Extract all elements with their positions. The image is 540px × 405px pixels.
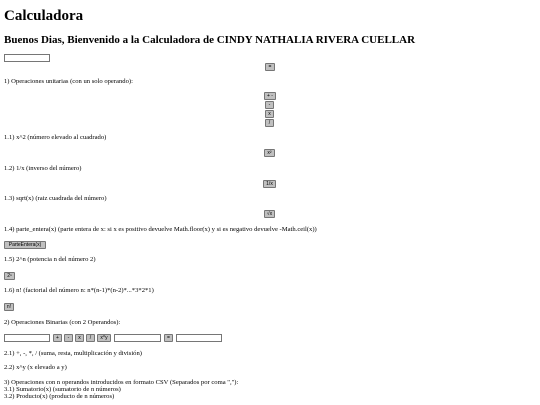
main-display-input[interactable] xyxy=(4,54,50,62)
section-sumatorio: 3.1) Sumatorio(x) (sumatorio de n números) xyxy=(4,386,121,393)
binary-divide-button[interactable]: / xyxy=(86,334,95,342)
section-potencia: 2.2) x^y (x elevado a y) xyxy=(4,364,67,371)
minus-button[interactable]: - xyxy=(265,101,274,109)
section-potencia2: 1.5) 2^n (potencia n del número 2) xyxy=(4,256,96,263)
section-csv: 3) Operaciones con n operandos introducidos en formato CSV (Separados por coma ","): xyxy=(4,379,239,386)
operand-b-input[interactable] xyxy=(114,334,161,342)
two-pow-n-button[interactable]: 2ⁿ xyxy=(4,272,15,280)
operand-a-input[interactable] xyxy=(4,334,50,342)
binary-equals-button[interactable]: = xyxy=(164,334,173,342)
section-raiz: 1.3) sqrt(x) (raiz cuadrada del número) xyxy=(4,195,107,202)
parte-entera-button[interactable]: ParteEntera(x) xyxy=(4,241,46,249)
binary-plus-button[interactable]: + xyxy=(53,334,62,342)
equals-button[interactable]: = xyxy=(265,63,275,71)
greeting-heading: Buenos Dias, Bienvenido a la Calculadora de CINDY NATHALIA RIVERA CUELLAR xyxy=(4,34,416,46)
section-unitarias: 1) Operaciones unitarias (con un solo operando): xyxy=(4,78,133,85)
sqrt-button[interactable]: √x xyxy=(264,210,275,218)
page-title: Calculadora xyxy=(4,8,84,24)
factorial-button[interactable]: n! xyxy=(4,303,14,311)
binary-multiply-button[interactable]: x xyxy=(75,334,84,342)
section-producto: 3.2) Producto(x) (producto de n números) xyxy=(4,393,115,400)
divide-button[interactable]: / xyxy=(265,119,274,127)
square-button[interactable]: x² xyxy=(264,149,275,157)
multiply-button[interactable]: x xyxy=(265,110,274,118)
section-inverso: 1.2) 1/x (inverso del número) xyxy=(4,165,82,172)
section-binarias: 2) Operaciones Binarias (con 2 Operandos): xyxy=(4,319,121,326)
section-cuadrado: 1.1) x^2 (número elevado al cuadrado) xyxy=(4,134,107,141)
section-aritmetica: 2.1) +, -, *, / (suma, resta, multiplicación y división) xyxy=(4,350,142,357)
binary-minus-button[interactable]: - xyxy=(64,334,73,342)
binary-result-input[interactable] xyxy=(176,334,222,342)
plus-minus-button[interactable]: + - xyxy=(264,92,276,100)
binary-power-button[interactable]: x^y xyxy=(97,334,111,342)
section-parte-entera: 1.4) parte_entera(x) (parte entera de x: si x es positivo devuelve Math.floor(x) y si es negativo devuelve -Math.ceil(x)) xyxy=(4,226,317,233)
reciprocal-button[interactable]: 1/x xyxy=(263,180,276,188)
section-factorial: 1.6) n! (factorial del número n: n*(n-1)*(n-2)*...*3*2*1) xyxy=(4,287,154,294)
